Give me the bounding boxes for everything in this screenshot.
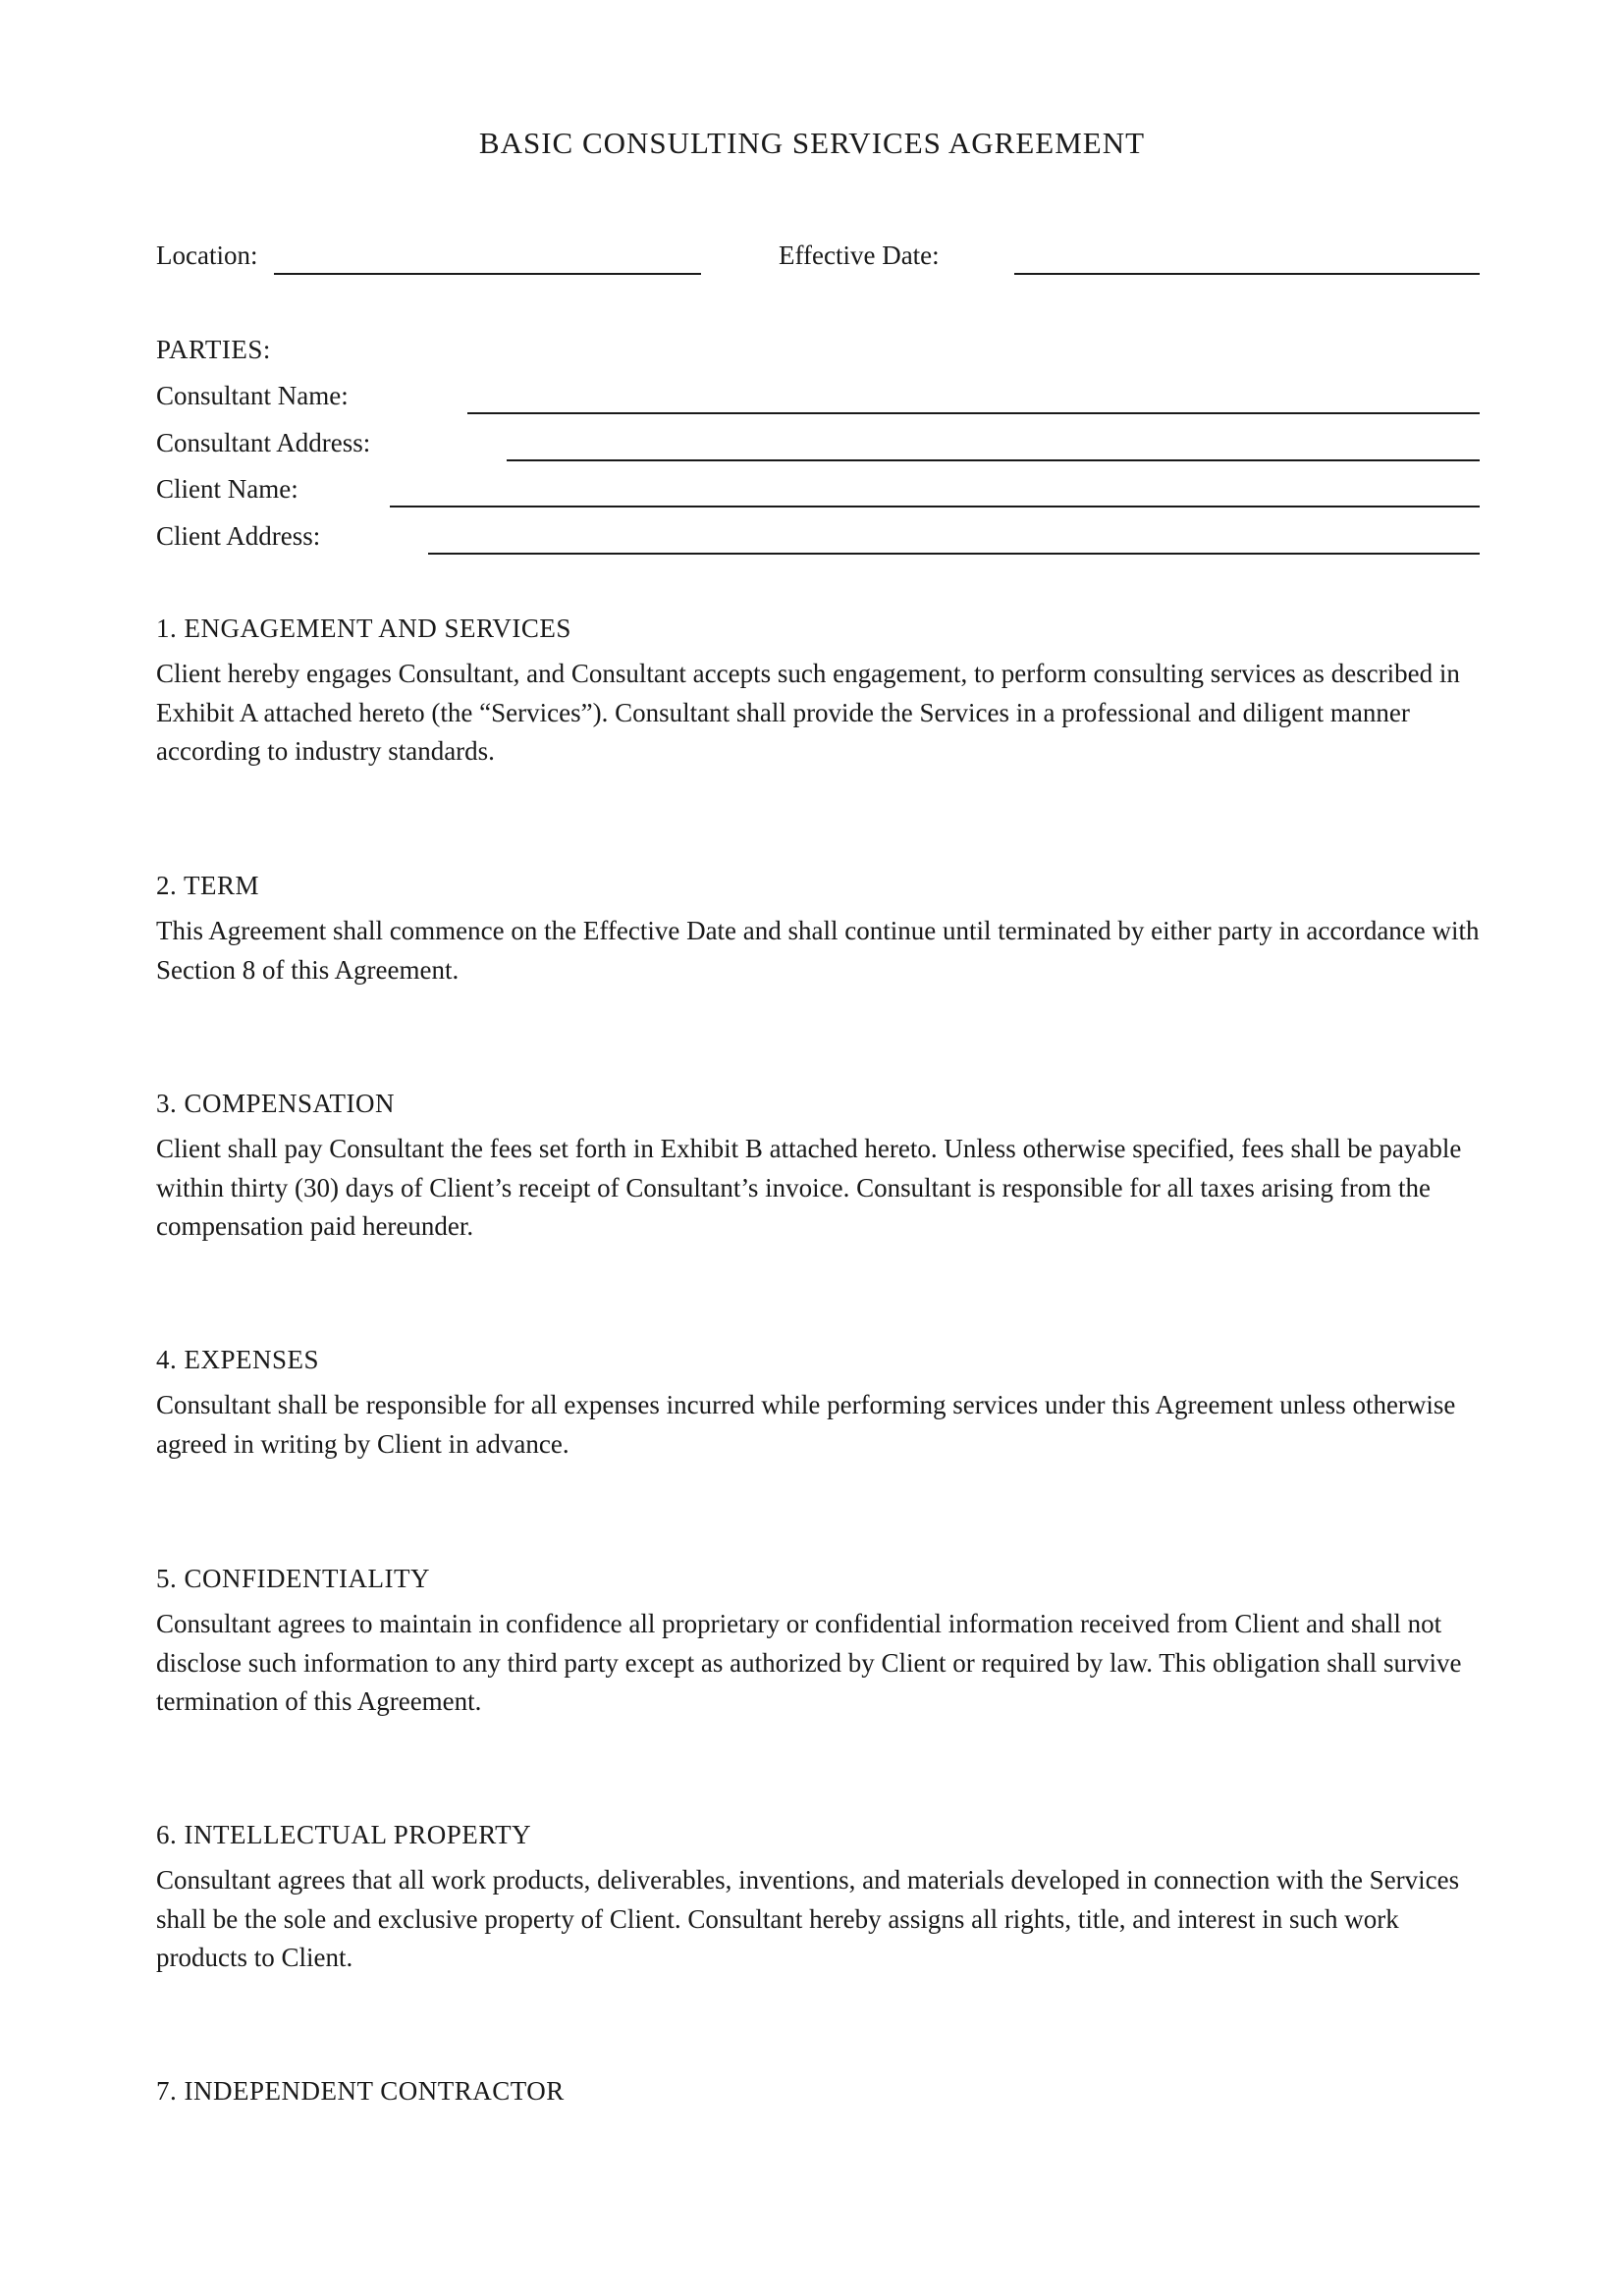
section-heading-compensation: 3. COMPENSATION [156, 1089, 396, 1118]
section-heading-confidentiality: 5. CONFIDENTIALITY [156, 1564, 430, 1593]
consultant-address-field[interactable] [507, 426, 1480, 461]
section-body-term: This Agreement shall commence on the Effective Date and shall continue until terminated by either party in accordance with Section 8 of this Agreement. [156, 916, 1480, 985]
location-field[interactable] [274, 240, 701, 275]
section-body-compensation: Client shall pay Consultant the fees set forth in Exhibit B attached hereto. Unless otherwise specified, fees shall be payable within thirty (30) days of Client’s receipt of Consultant’s invoice. Consultant is responsible for all taxes arising from the compensation paid hereunder. [156, 1134, 1462, 1241]
client-address-label: Client Address: [156, 521, 321, 551]
effective-date-field[interactable] [1014, 240, 1480, 275]
section-heading-engagement: 1. ENGAGEMENT AND SERVICES [156, 614, 571, 643]
document-title: BASIC CONSULTING SERVICES AGREEMENT [478, 126, 1146, 160]
section-body-expenses: Consultant shall be responsible for all expenses incurred while performing services under this Agreement unless otherwise agreed in writing by Client in advance. [156, 1390, 1456, 1459]
client-name-field[interactable] [390, 472, 1480, 507]
section-heading-intellectual-property: 6. INTELLECTUAL PROPERTY [156, 1820, 532, 1849]
section-heading-term: 2. TERM [156, 871, 260, 900]
section-heading-independent-contractor: 7. INDEPENDENT CONTRACTOR [156, 2076, 565, 2106]
location-label: Location: [156, 240, 258, 270]
section-body-engagement: Client hereby engages Consultant, and Consultant accepts such engagement, to perform consulting services as described in Exhibit A attached hereto (the “Services”). Consultant shall provide the Services in a professional and diligent manner according to industry standards. [156, 659, 1460, 766]
section-body-intellectual-property: Consultant agrees that all work products, deliverables, inventions, and materials developed in connection with the Services shall be the sole and exclusive property of Client. Consultant hereby assigns all rights, title, and interest in such work products to Client. [156, 1865, 1460, 1972]
section-body-confidentiality: Consultant agrees to maintain in confidence all proprietary or confidential information received from Client and shall not disclose such information to any third party except as authorized by Client or required by law. This obligation shall survive termination of this Agreement. [156, 1609, 1462, 1716]
consultant-name-field[interactable] [467, 379, 1480, 414]
consultant-name-label: Consultant Name: [156, 381, 349, 410]
client-name-label: Client Name: [156, 474, 298, 504]
section-heading-expenses: 4. EXPENSES [156, 1345, 320, 1374]
client-address-field[interactable] [428, 519, 1480, 555]
parties-heading: PARTIES: [156, 335, 271, 364]
consultant-address-label: Consultant Address: [156, 428, 371, 457]
effective-date-label: Effective Date: [779, 240, 940, 270]
